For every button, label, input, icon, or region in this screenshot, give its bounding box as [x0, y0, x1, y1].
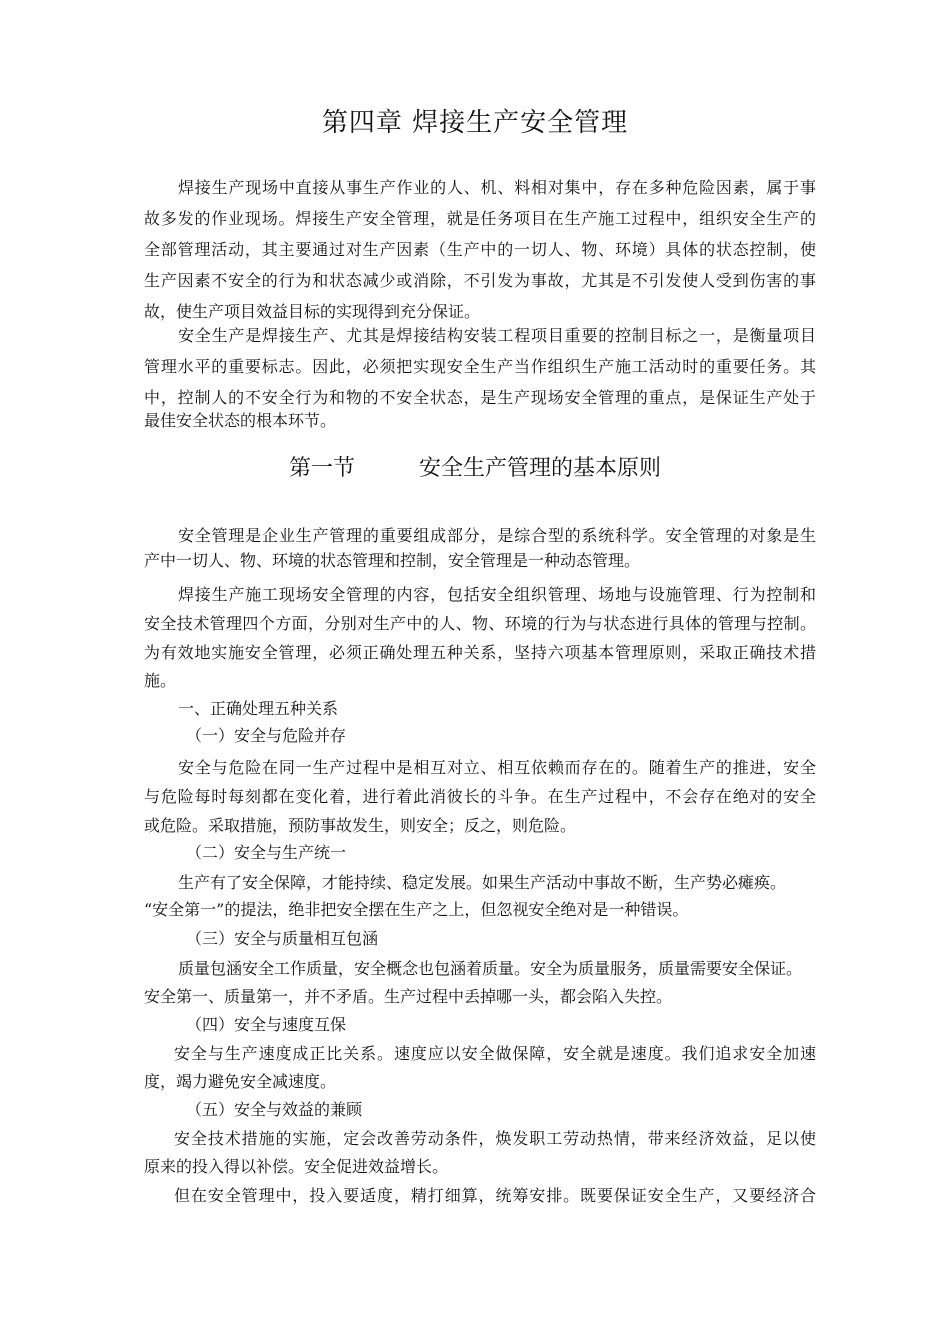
paragraph-line: 故多发的作业现场。焊接生产安全管理，就是任务项目在生产施工过程中，组织安全生产的 [144, 209, 816, 228]
section-number: 第一节 [288, 456, 355, 481]
paragraph-line: 安全技术措施的实施，定会改善劳动条件，焕发职工劳动热情，带来经济效益，足以使 [174, 1129, 816, 1148]
item-heading: （二）安全与生产统一 [186, 843, 347, 862]
paragraph-line: 或危险。采取措施，预防事故发生，则安全；反之，则危险。 [144, 816, 577, 835]
item-heading: （三）安全与质量相互包涵 [186, 929, 379, 948]
item-heading: （四）安全与速度互保 [186, 1015, 347, 1034]
paragraph-line: 安全与生产速度成正比关系。速度应以安全做保障，安全就是速度。我们追求安全加速 [174, 1044, 816, 1063]
paragraph-line: 原来的投入得以补偿。安全促进效益增长。 [144, 1157, 449, 1176]
paragraph-line: “安全第一”的提法，绝非把安全摆在生产之上，但忽视安全绝对是一种错误。 [144, 900, 689, 919]
paragraph-line: 焊接生产现场中直接从事生产作业的人、机、料相对集中，存在多种危险因素，属于事 [178, 178, 816, 197]
paragraph-line: 产中一切人、物、环境的状态管理和控制，安全管理是一种动态管理。 [144, 551, 641, 570]
paragraph-line: 全部管理活动，其主要通过对生产因素（生产中的一切人、物、环境）具体的状态控制，使 [144, 240, 816, 259]
paragraph-line: 最佳安全状态的根本环节。 [144, 411, 337, 430]
paragraph-line: 质量包涵安全工作质量，安全概念也包涵着质量。安全为质量服务，质量需要安全保证。 [178, 959, 803, 978]
paragraph-line: 焊接生产施工现场安全管理的内容，包括安全组织管理、场地与设施管理、行为控制和 [178, 585, 816, 604]
paragraph-line: 安全技术管理四个方面，分别对生产中的人、物、环境的行为与状态进行具体的管理与控制。 [144, 614, 816, 633]
chapter-title: 第四章 焊接生产安全管理 [321, 108, 629, 138]
item-heading: （一）安全与危险并存 [186, 726, 347, 745]
paragraph-line: 安全与危险在同一生产过程中是相互对立、相互依赖而存在的。随着生产的推进，安全 [178, 758, 816, 777]
paragraph-line: 施。 [144, 671, 177, 690]
subheading: 一、正确处理五种关系 [178, 699, 339, 718]
paragraph-line: 度，竭力避免安全减速度。 [144, 1072, 337, 1091]
paragraph-line: 故，使生产项目效益目标的实现得到充分保证。 [144, 302, 481, 321]
paragraph-line: 安全管理是企业生产管理的重要组成部分，是综合型的系统科学。安全管理的对象是生 [178, 526, 816, 545]
paragraph-line: 生产有了安全保障，才能持续、稳定发展。如果生产活动中事故不断，生产势必瘫痪。 [178, 873, 787, 892]
section-title [0, 453, 950, 485]
paragraph-line: 中，控制人的不安全行为和物的不安全状态，是生产现场安全管理的重点，是保证生产处于 [144, 388, 816, 407]
paragraph-line: 安全生产是焊接生产、尤其是焊接结构安装工程项目重要的控制目标之一，是衡量项目 [178, 326, 816, 345]
paragraph-line: 与危险每时每刻都在变化着，进行着此消彼长的斗争。在生产过程中，不会存在绝对的安全 [144, 787, 816, 806]
item-heading: （五）安全与效益的兼顾 [186, 1100, 363, 1119]
paragraph-line: 但在安全管理中，投入要适度，精打细算，统筹安排。既要保证安全生产，又要经济合 [174, 1186, 816, 1205]
paragraph-line: 管理水平的重要标志。因此，必须把实现安全生产当作组织生产施工活动时的重要任务。其 [144, 357, 816, 376]
paragraph-line: 生产因素不安全的行为和状态减少或消除，不引发为事故，尤其是不引发使人受到伤害的事 [144, 271, 816, 290]
paragraph-line: 安全第一、质量第一，并不矛盾。生产过程中丢掉哪一头，都会陷入失控。 [144, 987, 673, 1006]
paragraph-line: 为有效地实施安全管理，必须正确处理五种关系，坚持六项基本管理原则，采取正确技术措 [144, 643, 816, 662]
section-heading: 安全生产管理的基本原则 [419, 456, 662, 481]
